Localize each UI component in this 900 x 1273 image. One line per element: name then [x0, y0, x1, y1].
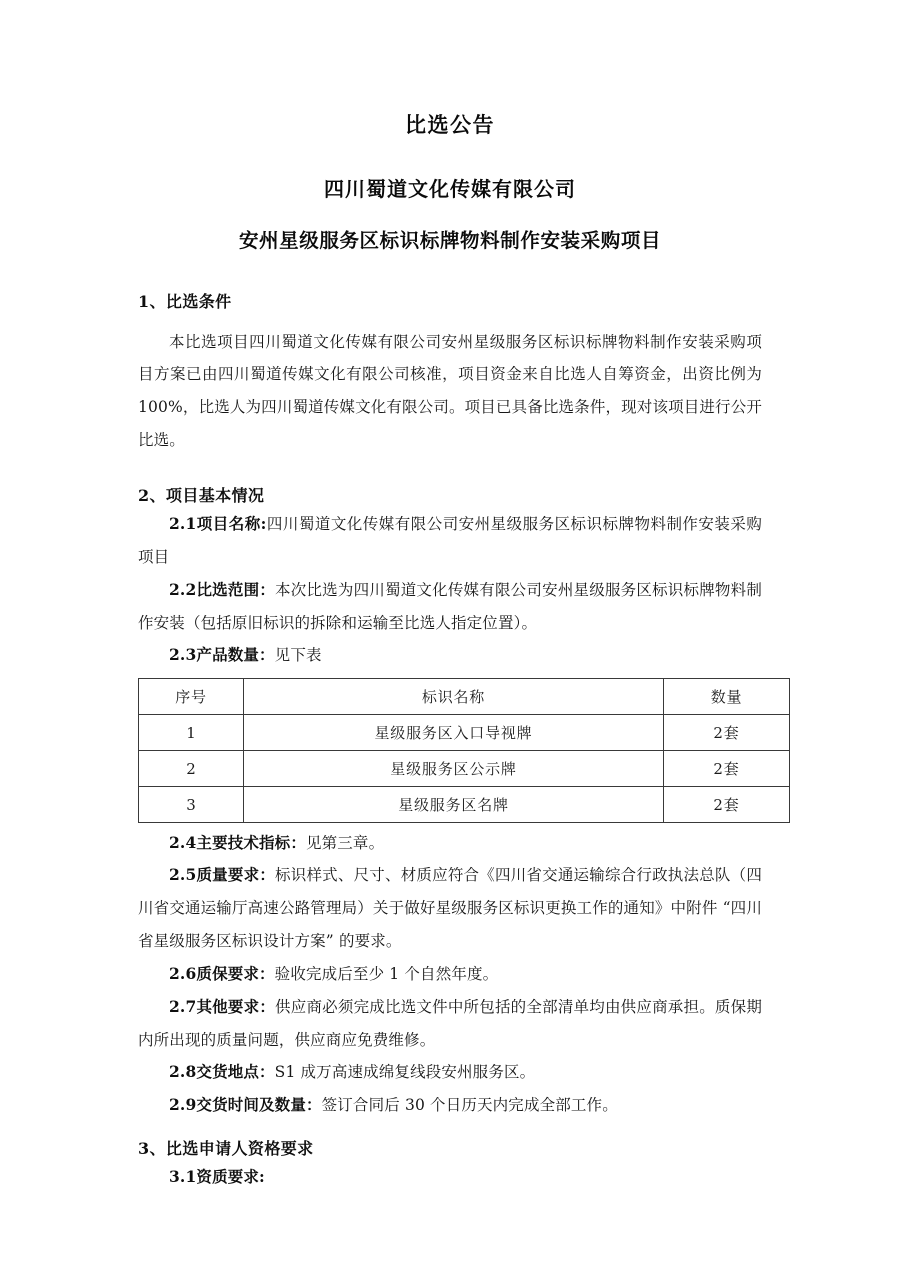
item-2-1-value: 四川蜀道文化传媒有限公司安州星级服务区标识标牌物料制作安装采购项目: [138, 515, 763, 566]
section-1-paragraph: 本比选项目四川蜀道文化传媒有限公司安州星级服务区标识标牌物料制作安装采购项目方案已由四川蜀道传媒文化有限公司核准，项目资金来自比选人自筹资金，出资比例为100%，比选人为四川蜀道传媒文化有限公司。项目已具备比选条件，现对该项目进行公开比选。: [138, 332, 762, 450]
table-header-quantity: 数量: [664, 679, 790, 715]
product-table-wrapper: [138, 678, 762, 823]
item-2-5: [138, 859, 762, 958]
item-2-6: [138, 958, 762, 991]
item-2-4-label: 2.4主要技术指标：: [169, 833, 306, 853]
item-2-3-value: 见下表: [274, 646, 322, 665]
table-row: [139, 787, 790, 823]
item-2-9-value: 签订合同后 30 个日历天内完成全部工作。: [321, 1096, 618, 1115]
row-3-index: 3: [139, 787, 244, 823]
item-2-5-value: 标识样式、尺寸、材质应符合《四川省交通运输综合行政执法总队（四川省交通运输厅高速公路管理局）关于做好星级服务区标识更换工作的通知》中附件 “四川省星级服务区标识设计方案” 的要求。: [138, 866, 762, 951]
table-row: [139, 751, 790, 787]
item-2-7: [138, 991, 762, 1057]
table-header-index: 序号: [139, 679, 244, 715]
document-content: [138, 0, 762, 1194]
product-quantity-table: [138, 678, 790, 823]
project-name-heading: 安州星级服务区标识标牌物料制作安装采购项目: [238, 229, 662, 253]
item-2-7-value: 供应商必须完成比选文件中所包括的全部清单均由供应商承担。质保期内所出现的质量问题，供应商应免费维修。: [138, 997, 762, 1049]
item-2-4: [138, 827, 762, 859]
row-3-name: 星级服务区名牌: [244, 787, 664, 823]
company-name-heading: 四川蜀道文化传媒有限公司: [324, 177, 576, 202]
item-2-1: [138, 508, 762, 574]
item-2-2-value: 本次比选为四川蜀道文化传媒有限公司安州星级服务区标识标牌物料制作安装（包括原旧标识的拆除和运输至比选人指定位置）。: [138, 580, 762, 632]
item-2-2: [138, 574, 762, 640]
row-2-quantity: 2套: [664, 751, 790, 787]
item-2-5-label: 2.5质量要求：: [169, 865, 276, 885]
section-heading-1: 1、比选条件: [138, 291, 232, 311]
item-2-7-label: 2.7其他要求：: [169, 996, 276, 1016]
section-heading-3: 3、比选申请人资格要求: [138, 1139, 314, 1159]
item-3-1-label: 3.1资质要求:: [169, 1167, 265, 1187]
item-2-9: [138, 1089, 762, 1122]
row-2-name: 星级服务区公示牌: [244, 751, 664, 787]
item-2-9-label: 2.9交货时间及数量：: [169, 1095, 322, 1115]
item-2-6-value: 验收完成后至少 1 个自然年度。: [274, 964, 499, 983]
row-1-name: 星级服务区入口导视牌: [244, 715, 664, 751]
row-1-index: 1: [139, 715, 244, 751]
item-2-8: [138, 1056, 762, 1089]
item-2-2-label: 2.2比选范围：: [169, 579, 276, 599]
table-header-sign-name: 标识名称: [244, 679, 664, 715]
row-2-index: 2: [139, 751, 244, 787]
item-2-3-label: 2.3产品数量：: [169, 645, 275, 665]
page-title: 比选公告: [405, 112, 495, 137]
item-2-8-value: S1 成万高速成绵复线段安州服务区。: [274, 1063, 536, 1082]
item-2-6-label: 2.6质保要求：: [169, 963, 275, 983]
item-2-8-label: 2.8交货地点：: [169, 1062, 275, 1082]
item-2-4-value: 见第三章。: [305, 834, 385, 853]
table-row: [139, 715, 790, 751]
item-2-3: [138, 639, 762, 672]
item-2-1-label: 2.1项目名称:: [169, 514, 267, 534]
row-1-quantity: 2套: [664, 715, 790, 751]
row-3-quantity: 2套: [664, 787, 790, 823]
table-header-row: [139, 679, 790, 715]
item-3-1: [138, 1161, 762, 1194]
section-heading-2: 2、项目基本情况: [138, 486, 265, 506]
